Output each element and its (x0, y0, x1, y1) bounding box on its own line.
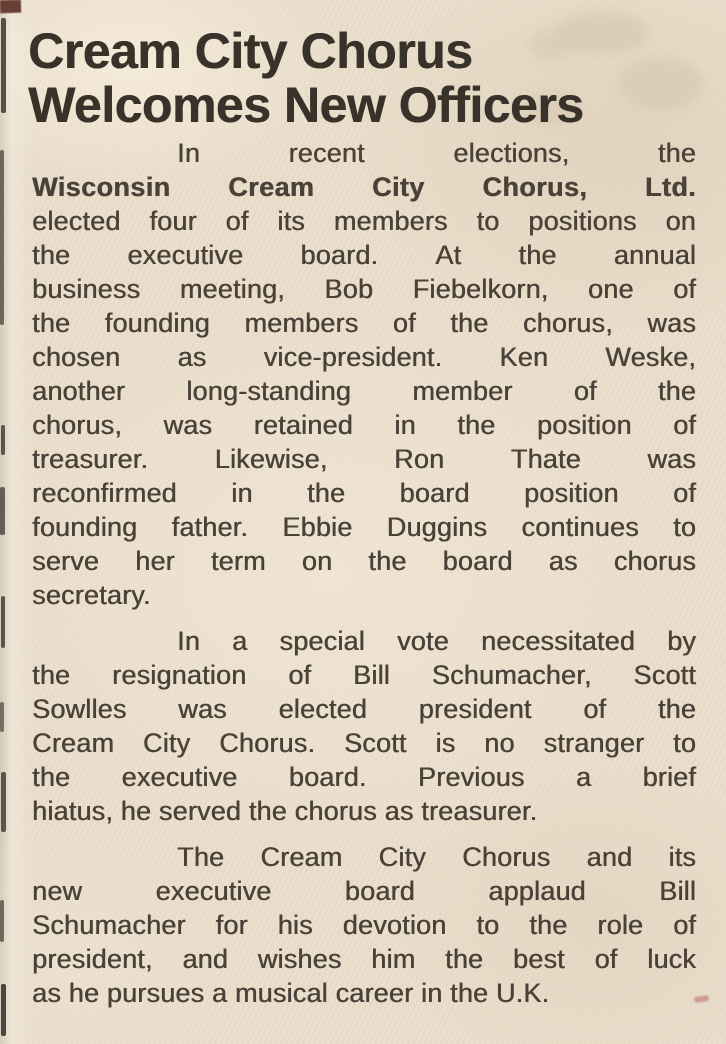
word: the (32, 308, 71, 338)
word: applaud (488, 876, 586, 906)
pink-pen-mark (694, 995, 710, 1003)
word: president (418, 694, 532, 724)
scan-corner-mark (0, 0, 21, 13)
article-line (32, 374, 696, 408)
word: Sowlles (32, 694, 127, 724)
word: in (394, 410, 416, 440)
word: as (177, 342, 207, 372)
word: to (476, 910, 500, 940)
word: one (587, 274, 634, 304)
word: Schumacher, (431, 660, 592, 690)
article-line (32, 476, 696, 510)
word: the (457, 410, 496, 440)
word: the (32, 240, 71, 270)
scan-edge-artifact (0, 487, 5, 535)
word: Bill (659, 876, 696, 906)
article-paragraph (32, 624, 696, 828)
word: of (225, 206, 249, 236)
word: of (673, 910, 696, 940)
word: as (548, 546, 578, 576)
word: her (135, 546, 175, 576)
word: chosen (32, 342, 121, 372)
scan-edge-artifact (1, 425, 5, 455)
word: the (368, 546, 407, 576)
article-line (32, 442, 696, 476)
word: Previous (417, 762, 525, 792)
word: is (435, 728, 456, 758)
word: no (484, 728, 515, 758)
word: The (177, 842, 225, 872)
article-title-line: Cream City Chorus (28, 23, 473, 79)
article-line (32, 238, 696, 272)
word: Wisconsin (32, 172, 171, 202)
article-line (32, 658, 696, 692)
word: Bill (353, 660, 390, 690)
word: board (344, 876, 415, 906)
article-line (32, 692, 696, 726)
word: the (657, 376, 696, 406)
word: vote (396, 626, 449, 656)
word: and (182, 944, 228, 974)
word: business (32, 274, 141, 304)
word: chorus (613, 546, 696, 576)
article-line (32, 840, 696, 874)
word: elected (278, 694, 367, 724)
scan-edge-artifact (1, 18, 6, 113)
word: of (288, 660, 312, 690)
word: was (647, 444, 696, 474)
word: board (399, 478, 470, 508)
word: a (232, 626, 248, 656)
word: member (412, 376, 513, 406)
word: members (244, 308, 359, 338)
word: father. (171, 512, 248, 542)
word: of (583, 694, 607, 724)
scan-edge-artifact (0, 150, 4, 325)
word: president, (32, 944, 153, 974)
word: in (231, 478, 253, 508)
word: retained (253, 410, 353, 440)
word: was (647, 308, 696, 338)
word: recent (288, 138, 365, 168)
scan-edge-artifact (0, 702, 4, 732)
article-title (28, 24, 696, 132)
scan-edge-artifact (1, 984, 6, 1036)
word: term (210, 546, 266, 576)
word: members (333, 206, 448, 236)
word: chorus, (522, 308, 613, 338)
word: founding (32, 512, 138, 542)
word: Schumacher (32, 910, 186, 940)
word: Likewise, (214, 444, 328, 474)
article-line (32, 306, 696, 340)
word: the (529, 910, 568, 940)
article-line (32, 136, 696, 170)
article (28, 23, 696, 1010)
word: Cream (228, 172, 315, 202)
word: Fiebelkorn, (412, 274, 549, 304)
word: continues (521, 512, 639, 542)
word: board (442, 546, 513, 576)
article-line (32, 908, 696, 942)
word: executive (155, 876, 272, 906)
word: elected (32, 206, 121, 236)
word: role (597, 910, 644, 940)
word: the (657, 694, 696, 724)
word: for (215, 910, 248, 940)
word: Chorus (462, 842, 551, 872)
word: Cream (260, 842, 343, 872)
word: the (445, 944, 484, 974)
word: meeting, (179, 274, 285, 304)
word: founding (104, 308, 210, 338)
word: wishes (257, 944, 342, 974)
word: Cream (32, 728, 115, 758)
word: new (32, 876, 83, 906)
word: chorus, (32, 410, 122, 440)
article-line (32, 760, 696, 794)
word: another (32, 376, 125, 406)
article-line (32, 942, 696, 976)
word: the (518, 240, 557, 270)
word: executive (121, 762, 238, 792)
word: Chorus. (219, 728, 316, 758)
article-paragraph (32, 840, 696, 1010)
word: Weske, (605, 342, 696, 372)
word: and (586, 842, 633, 872)
word: City (142, 728, 191, 758)
word: Ron (394, 444, 445, 474)
word: Scott (633, 660, 696, 690)
word: executive (127, 240, 244, 270)
word: board. (288, 762, 367, 792)
word: In (177, 626, 200, 656)
word: four (149, 206, 197, 236)
word: of (673, 410, 696, 440)
article-line (32, 204, 696, 238)
word: Ltd. (644, 172, 696, 202)
word: serve (32, 546, 100, 576)
article-line (32, 170, 696, 204)
article-title-line: Welcomes New Officers (28, 77, 584, 133)
word: him (371, 944, 416, 974)
scan-edge-artifact (1, 596, 5, 648)
word: of (673, 478, 696, 508)
word: to (673, 728, 696, 758)
word: Ebbie (282, 512, 353, 542)
word: positions (528, 206, 637, 236)
word: vice-president. (263, 342, 443, 372)
article-line (32, 726, 696, 760)
word: position (523, 478, 619, 508)
word: Scott (343, 728, 407, 758)
article-paragraph (32, 136, 696, 612)
word: on (665, 206, 696, 236)
word: Ken (499, 342, 549, 372)
word: brief (642, 762, 696, 792)
word: best (512, 944, 565, 974)
word: of (392, 308, 416, 338)
article-line (32, 624, 696, 658)
word: the (32, 762, 71, 792)
word: City (378, 842, 426, 872)
word: stranger (543, 728, 645, 758)
word: special (279, 626, 365, 656)
word: annual (613, 240, 696, 270)
word: the (32, 660, 71, 690)
word: was (178, 694, 227, 724)
word: board. (300, 240, 379, 270)
word: was (163, 410, 213, 440)
article-body (32, 136, 696, 1010)
word: of (594, 944, 618, 974)
word: its (668, 842, 696, 872)
scan-edge-artifact (0, 900, 4, 942)
word: elections, (453, 138, 570, 168)
word: on (301, 546, 333, 576)
word: its (277, 206, 305, 236)
word: the (657, 138, 696, 168)
article-line (32, 544, 696, 578)
word: his (277, 910, 313, 940)
word: the (306, 478, 346, 508)
word: treasurer. (32, 444, 149, 474)
word: to (673, 512, 696, 542)
word: a (575, 762, 592, 792)
word: Chorus, (482, 172, 588, 202)
article-line (32, 510, 696, 544)
article-line (32, 340, 696, 374)
article-line (32, 272, 696, 306)
word: In (177, 138, 200, 168)
word: by (667, 626, 696, 656)
word: City (371, 172, 425, 202)
word: At (435, 240, 462, 270)
word: position (536, 410, 632, 440)
article-line: hiatus, he served the chorus as treasurer. (32, 796, 538, 826)
article-line: as he pursues a musical career in the U.K. (32, 978, 550, 1008)
word: of (673, 274, 696, 304)
word: Duggins (386, 512, 488, 542)
scan-edge-artifact (1, 772, 6, 832)
article-line (32, 874, 696, 908)
word: Thate (510, 444, 581, 474)
article-line: secretary. (32, 580, 151, 610)
word: the (450, 308, 489, 338)
word: long-standing (186, 376, 351, 406)
word: Bob (324, 274, 374, 304)
word: luck (647, 944, 696, 974)
word: resignation (112, 660, 247, 690)
word: necessitated (480, 626, 635, 656)
word: of (573, 376, 597, 406)
word: to (476, 206, 500, 236)
word: devotion (342, 910, 447, 940)
article-line (32, 408, 696, 442)
word: reconfirmed (32, 478, 177, 508)
